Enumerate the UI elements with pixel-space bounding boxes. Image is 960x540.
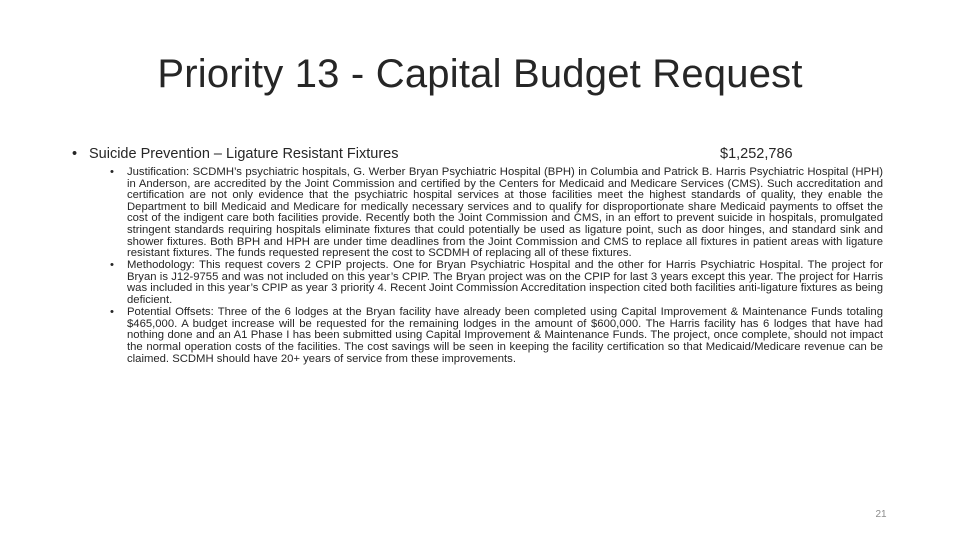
sub-bullet-justification bbox=[110, 167, 883, 260]
sub-bullet-list bbox=[110, 167, 883, 366]
sub-bullet-methodology bbox=[110, 260, 883, 306]
main-bullet-label: Suicide Prevention – Ligature Resistant Fixtures bbox=[89, 146, 399, 162]
slide-title: Priority 13 - Capital Budget Request bbox=[157, 52, 803, 96]
sub-bullet-text: Potential Offsets: Three of the 6 lodges at the Bryan facility have already been completed using Capital Improvement & Maintenance Funds totaling $465,000. A budget increase will be requested for the remaining lodges in the amount of $600,000. The Harris facility has 6 lodges that have had nothing done and an A1 Phase I has been submitted using Capital Improvement & Maintenance Funds. The project, once complete, should not impact the normal operation costs of the facilities. The cost savings will be seen in keeping the facility certification so that Medicaid/Medicare revenue can be claimed. SCDMH should have 20+ years of service from these improvements. bbox=[127, 306, 883, 365]
bullet-marker: • bbox=[72, 146, 78, 162]
bullet-marker: • bbox=[110, 259, 114, 272]
bullet-marker: • bbox=[110, 166, 114, 178]
sub-bullet-text: Methodology: This request covers 2 CPIP projects. One for Bryan Psychiatric Hospital and the other for Harris Psychiatric Hospital. The project for Bryan is J12-9755 and was not included on this year’s CPIP. The Bryan project was on the CPIP for last 3 years except this year. The project for Harris was included in this year’s CPIP as year 3 priority 4. Recent Joint Commission Accreditation inspection cited both facilities anti-ligature fixtures as being deficient. bbox=[127, 259, 884, 307]
budget-amount: $1,252,786 bbox=[720, 146, 793, 162]
sub-bullet-text: Justification: SCDMH’s psychiatric hospitals, G. Werber Bryan Psychiatric Hospital (BPH) in Columbia and Patrick B. Harris Psychiatric Hospital (HPH) in Anderson, are accredited by the Joint Commission and certified by the Centers for Medicaid and Medicare Services (CMS). Such accreditation and certification are not only evidence that the psychiatric hospital services at those facilities meet the highest standards of quality, they enable the Department to bill Medicaid and Medicare for medically necessary services and to qualify for disproportionate share Medicaid payments to offset the cost of the indigent care both facilities provide. Recently both the Joint Commission and CMS, in an effort to prevent suicide in hospitals, promulgated stringent standards requiring hospitals eliminate fixtures that could potentially be used as ligature point, such as door hinges, and standard sink and shower fixtures. Both BPH and HPH are under time deadlines from the Joint Commission and CMS to replace all fixtures in patient areas with ligature resistant fixtures. The funds requested represent the cost to SCDMH of replacing all of these fixtures. bbox=[127, 166, 883, 260]
bullet-marker: • bbox=[110, 306, 114, 319]
sub-bullet-offsets bbox=[110, 307, 883, 365]
page-number: 21 bbox=[875, 509, 887, 520]
